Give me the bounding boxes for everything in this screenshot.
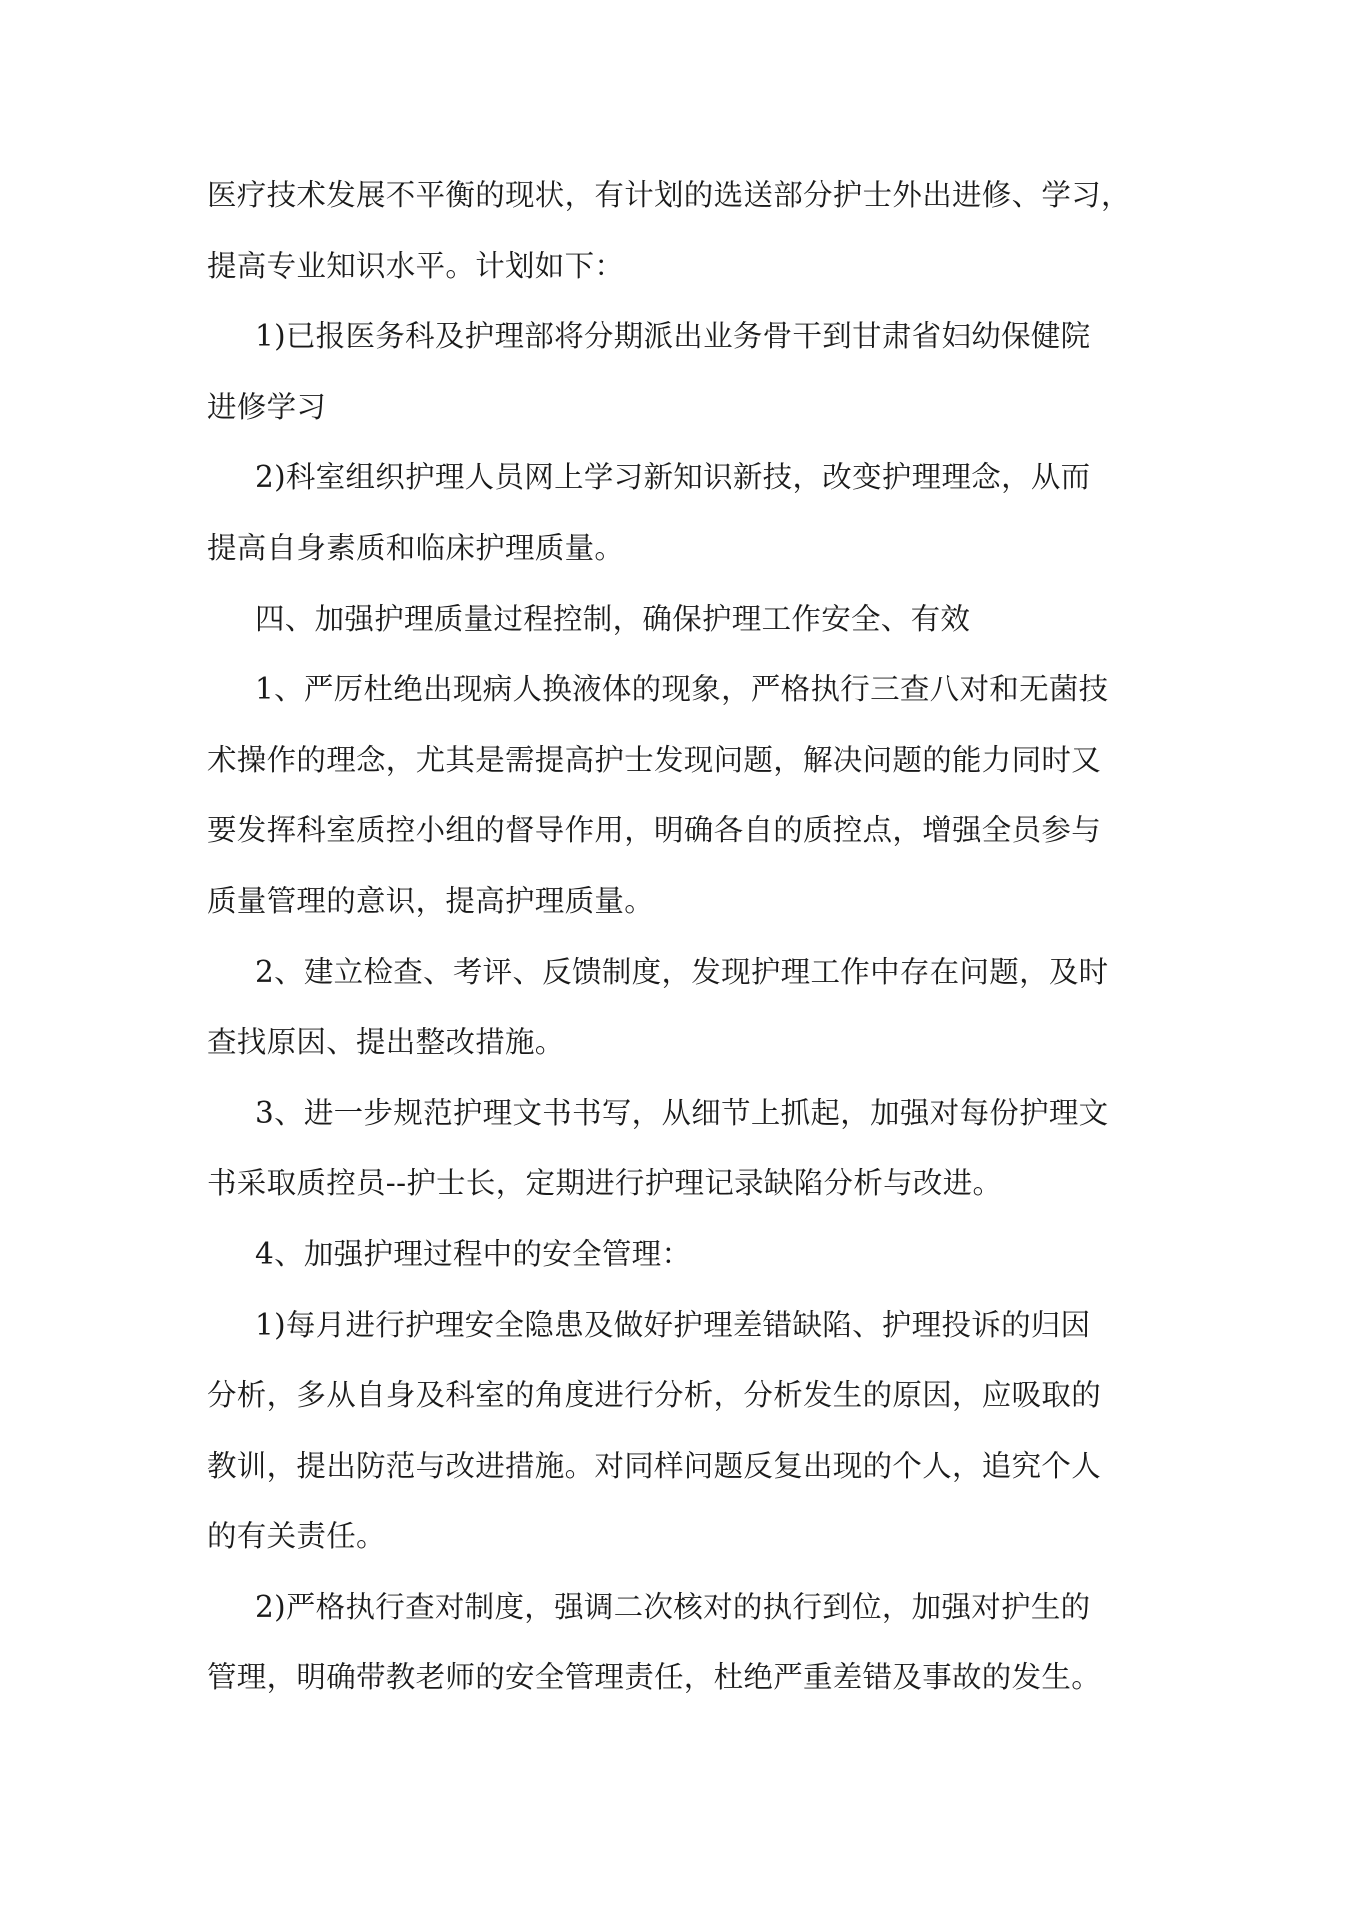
text-line: 管理，明确带教老师的安全管理责任，杜绝严重差错及事故的发生。	[207, 1660, 1102, 1695]
text-line: 书采取质控员--护士长，定期进行护理记录缺陷分析与改进。	[207, 1166, 1003, 1201]
text-line: 查找原因、提出整改措施。	[207, 1025, 565, 1060]
text-line: 2)严格执行查对制度，强调二次核对的执行到位，加强对护生的	[255, 1589, 1091, 1624]
text-line: 2)科室组织护理人员网上学习新知识新技，改变护理理念，从而	[255, 460, 1091, 495]
text-line: 术操作的理念，尤其是需提高护士发现问题，解决问题的能力同时又	[207, 742, 1102, 777]
text-line: 质量管理的意识，提高护理质量。	[207, 883, 655, 918]
text-line: 提高自身素质和临床护理质量。	[207, 530, 625, 565]
text-line: 要发挥科室质控小组的督导作用，明确各自的质控点，增强全员参与	[207, 813, 1102, 848]
text-line: 进修学习	[207, 389, 327, 424]
text-line: 分析，多从自身及科室的角度进行分析，分析发生的原因，应吸取的	[207, 1378, 1102, 1413]
text-line: 1)每月进行护理安全隐患及做好护理差错缺陷、护理投诉的归因	[255, 1307, 1091, 1342]
text-line: 1)已报医务科及护理部将分期派出业务骨干到甘肃省妇幼保健院	[255, 319, 1091, 354]
text-line: 提高专业知识水平。计划如下：	[207, 248, 625, 283]
text-line: 的有关责任。	[207, 1519, 386, 1554]
text-line: 3、进一步规范护理文书书写，从细节上抓起，加强对每份护理文	[255, 1095, 1109, 1130]
text-line: 医疗技术发展不平衡的现状，有计划的选送部分护士外出进修、学习，	[207, 178, 1131, 212]
text-line: 1、严厉杜绝出现病人换液体的现象，严格执行三查八对和无菌技	[255, 672, 1109, 707]
text-line: 4、加强护理过程中的安全管理：	[255, 1236, 692, 1271]
text-line: 四、加强护理质量过程控制，确保护理工作安全、有效	[255, 601, 971, 636]
text-line: 教训，提出防范与改进措施。对同样问题反复出现的个人，追究个人	[207, 1448, 1102, 1483]
text-line: 2、建立检查、考评、反馈制度，发现护理工作中存在问题，及时	[255, 954, 1109, 989]
document-body	[207, 160, 1165, 1713]
